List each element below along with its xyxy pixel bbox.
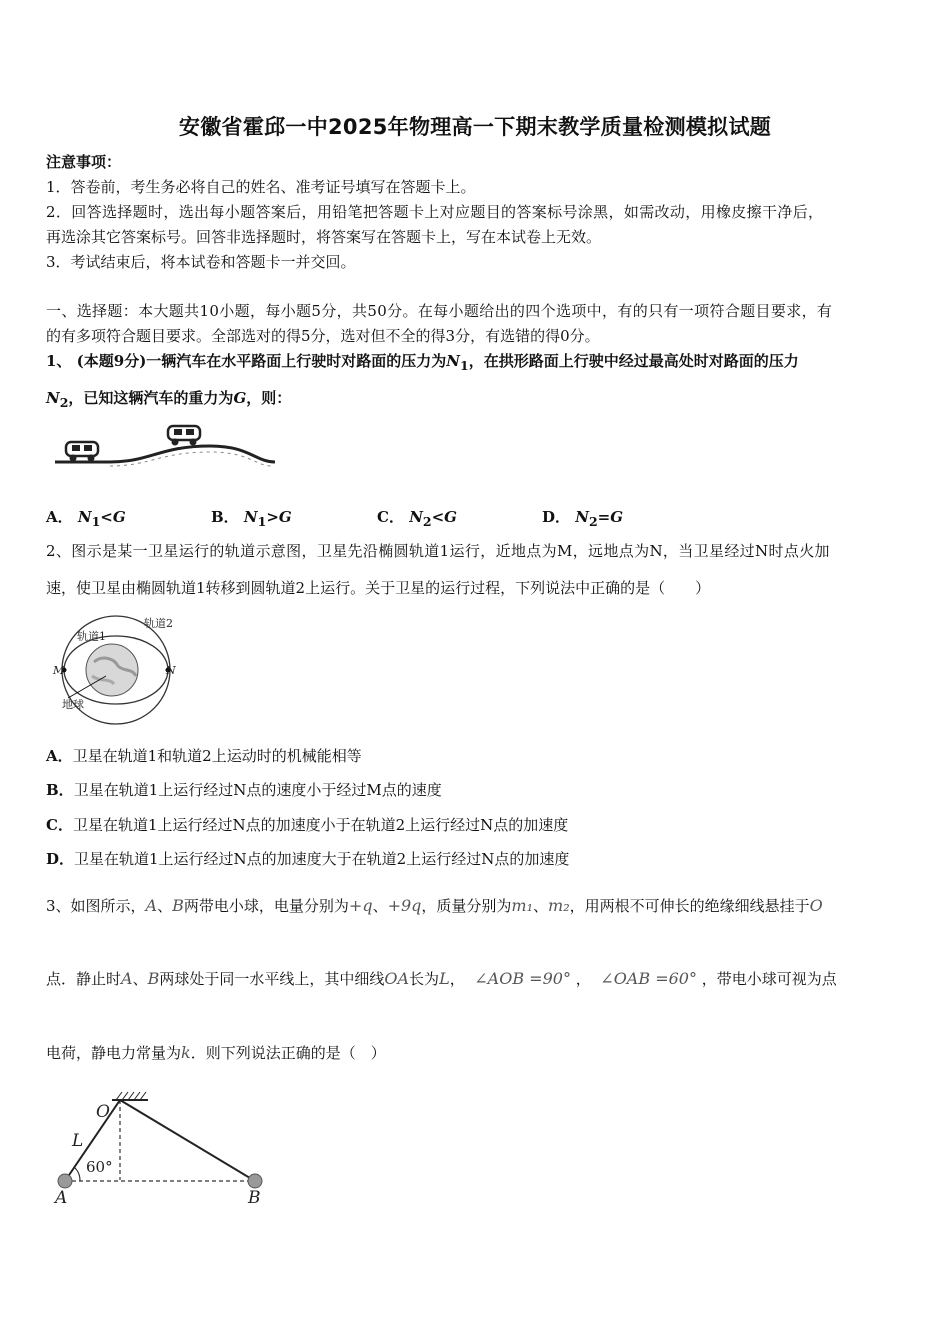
q2-option-d[interactable]: D．卫星在轨道1上运行经过N点的加速度大于在轨道2上运行经过N点的加速度 [46,850,570,868]
orbit1-label: 轨道1 [77,630,106,643]
b-label: B [248,1188,261,1208]
section-header-line2: 的有多项符合题目要求。全部选对的得5分，选对但不全的得3分，有选错的得0分。 [46,327,600,345]
l-label: L [72,1131,84,1151]
q2-option-a[interactable]: A．卫星在轨道1和轨道2上运动时的机械能相等 [46,747,362,765]
page-title: 安徽省霍邱一中2025年物理高一下期末教学质量检测模拟试题 [178,115,772,139]
notice-item-2-cont: 再选涂其它答案标号。回答非选择题时，将答案写在答题卡上，写在本试卷上无效。 [46,228,602,246]
earth-label: 地球 [62,698,84,711]
ball-b [248,1174,262,1188]
o-label: O [96,1102,110,1122]
q2-stem-line2: 速，使卫星由椭圆轨道1转移到圆轨道2上运行。关于卫星的运行过程，下列说法中正确的是（ ） [46,579,711,597]
q2-option-b[interactable]: B．卫星在轨道1上运行经过N点的速度小于经过M点的速度 [46,781,442,799]
q3-stem-line1: 3、如图所示，A、B两带电小球，电量分别为+q、+9q，质量分别为m₁、m₂，用两根不可伸长的绝缘细线悬挂于O [46,896,823,915]
q1-road-figure [50,418,280,478]
q1-option-c[interactable]: C． $N_2<G$ [377,508,457,529]
section-header-line1: 一、选择题：本大题共10小题，每小题5分，共50分。在每小题给出的四个选项中，有的只有一项符合题目要求，有 [46,302,833,320]
angle-label: 60° [86,1158,113,1176]
notice-heading: 注意事项： [46,153,122,171]
m-label: M [53,664,65,677]
q2-option-c[interactable]: C．卫星在轨道1上运行经过N点的加速度小于在轨道2上运行经过N点的加速度 [46,816,569,834]
q1-option-a[interactable]: A． $N_1<G$ [46,508,126,529]
q2-orbit-figure [44,610,194,728]
notice-item-3: 3．考试结束后，将本试卷和答题卡一并交回。 [46,253,356,271]
car-icon [168,426,200,446]
notice-item-2: 2．回答选择题时，选出每小题答案后，用铅笔把答题卡上对应题目的答案标号涂黑，如需改动，用橡皮擦干净后， [46,203,824,221]
q1-stem-line1: 1、 (本题9分)一辆汽车在水平路面上行驶时对路面的压力为$N_1$，在拱形路面上行驶中经过最高处时对路面的压力 [46,352,799,373]
orbit2-label: 轨道2 [144,617,173,630]
q2-stem-line1: 2、图示是某一卫星运行的轨道示意图，卫星先沿椭圆轨道1运行，近地点为M，远地点为N，当卫星经过N时点火加 [46,542,830,560]
notice-item-1: 1．答卷前，考生务必将自己的姓名、准考证号填写在答题卡上。 [46,178,476,196]
q1-option-b[interactable]: B． $N_1>G$ [211,508,292,529]
car-icon [66,442,98,462]
q3-stem-line3: 电荷，静电力常量为k．则下列说法正确的是（ ） [46,1043,386,1062]
q3-stem-line2: 点．静止时A、B两球处于同一水平线上，其中细线OA长为L， ∠AOB =90° ， ∠OAB =60° ，带电小球可视为点 [46,969,837,988]
ball-a [58,1174,72,1188]
a-label: A [55,1188,68,1208]
q1-stem-line2: $N_2$，已知这辆汽车的重力为G，则： [46,389,292,410]
n-label: N [166,664,176,677]
q3-figure [50,1086,280,1208]
q1-option-d[interactable]: D． $N_2=G$ [542,508,624,529]
